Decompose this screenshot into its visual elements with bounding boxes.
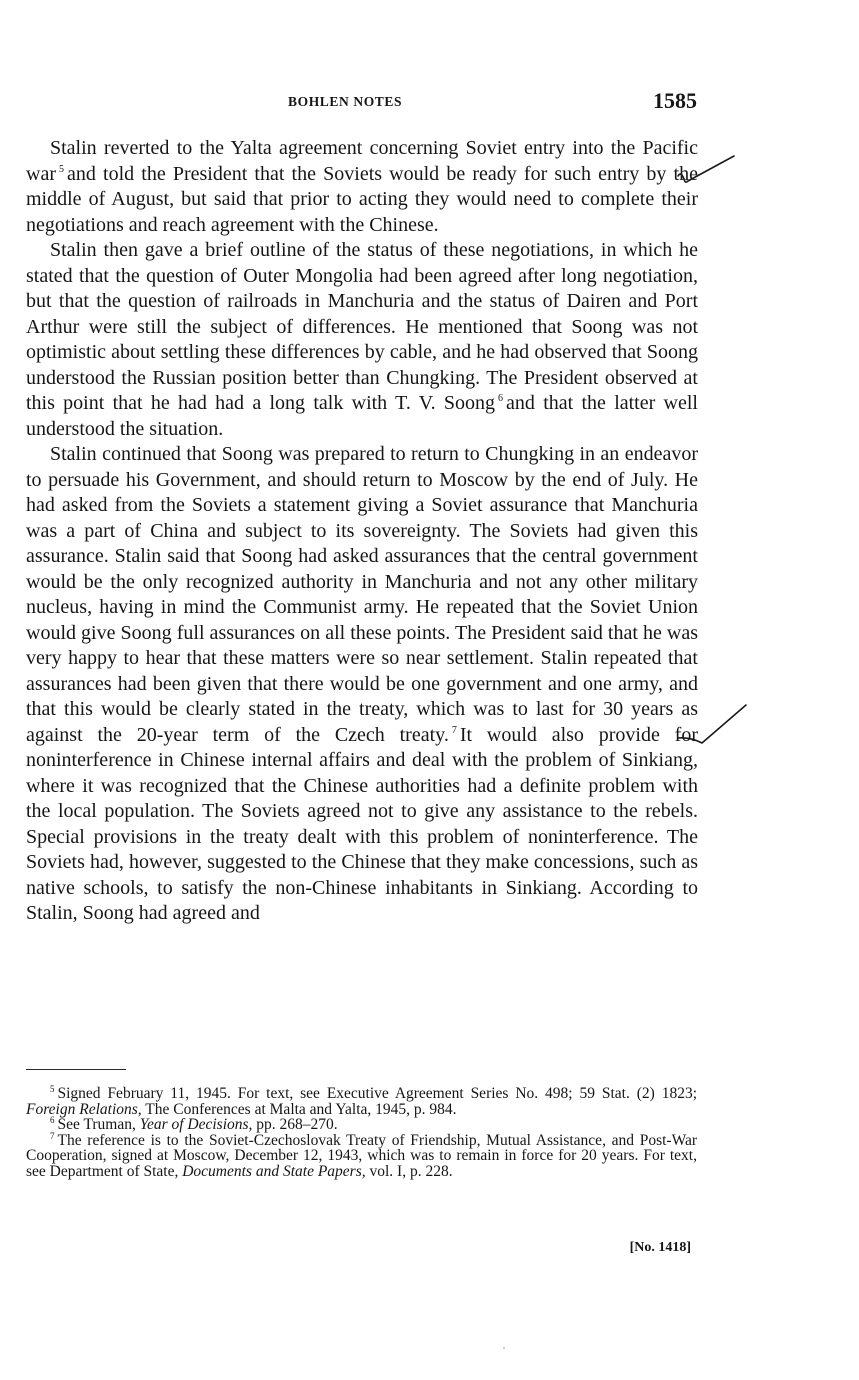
checkmark-stroke — [678, 156, 734, 182]
footnotes — [26, 1086, 697, 1179]
footnote-6-italic: Year of Decisions, — [139, 1116, 253, 1133]
paragraph-1 — [26, 136, 698, 238]
checkmark-icon — [672, 696, 752, 752]
footnote-7-italic: Documents and State Papers, — [182, 1162, 366, 1180]
footnote-ref-6: 6 — [498, 393, 504, 404]
body-text — [26, 136, 698, 927]
footnote-7-text-a: The reference is to the Soviet-Czechoslovak Treaty of Friendship, Mutual Assistance, and Post-War Cooperation, signed at Moscow, December 12, 1943, which was to remain in force for 20 years. For text, see Department of State, — [26, 1131, 697, 1180]
scan-speck — [503, 1347, 505, 1349]
paragraph-3 — [26, 442, 698, 927]
checkmark-icon — [672, 150, 742, 200]
paragraph-2-text-b: and that the latter well understood the situation. — [26, 392, 698, 440]
paragraph-2 — [26, 238, 698, 442]
paragraph-2-text-a: Stalin then gave a brief outline of the status of these negotiations, in which he stated that the question of Outer Mongolia had been agreed after long negotiation, but that the question of railroads in Manchuria and the status of Dairen and Port Arthur were still the subject of differences. He mentioned that Soong was not optimistic about settling these differences by cable, and he had observed that Soong understood the Russian position better than Chungking. The President observed at this point that he had had a long talk with T. V. Soong — [26, 239, 698, 414]
footnote-7-text-b: vol. I, p. 228. — [369, 1162, 453, 1180]
footnote-5 — [26, 1086, 697, 1117]
page-number: 1585 — [653, 88, 697, 113]
footnote-6-text-a: See Truman, — [57, 1116, 136, 1133]
footnote-5-text-b: The Conferences at Malta and Yalta, 1945, p. 984. — [145, 1100, 457, 1118]
paragraph-3-text-b: It would also provide for noninterference in Chinese internal affairs and deal with the problem of Sinkiang, where it was recognized that the Chinese authorities had a definite problem with the local population. The Soviets agreed not to give any assistance to the rebels. Special provisions in the treaty dealt with this problem of noninterference. The Soviets had, however, suggested to the Chinese that they make concessions, such as native schools, to satisfy the non-Chinese inhabitants in Sinkiang. According to Stalin, Soong had agreed and — [26, 723, 698, 924]
footnote-divider — [26, 1069, 126, 1070]
footnote-ref-5: 5 — [58, 163, 64, 175]
footnote-5-text-a: Signed February 11, 1945. For text, see Executive Agreement Series No. 498; 59 Stat. (2) 1823; — [57, 1085, 697, 1102]
footnote-number-5: 5 — [50, 1084, 55, 1094]
footnote-7 — [26, 1130, 697, 1180]
running-head: BOHLEN NOTES — [288, 94, 403, 109]
footnote-number-6: 6 — [50, 1115, 55, 1125]
paragraph-1-text-a: Stalin reverted to the Yalta agreement concerning Soviet entry into the Pacific war — [26, 137, 698, 185]
paragraph-1-text-b: and told the President that the Soviets would be ready for such entry by the middle of August, but said that prior to acting they would need to complete their negotiations and reach agreement with the Chinese. — [26, 162, 698, 236]
footnote-ref-7: 7 — [451, 724, 457, 736]
footnote-6-text-b: pp. 268–270. — [256, 1116, 338, 1133]
footnote-6 — [26, 1117, 697, 1133]
footnote-5-italic: Foreign Relations, — [26, 1100, 142, 1118]
document-number: [No. 1418] — [629, 1240, 691, 1255]
paragraph-3-text-a: Stalin continued that Soong was prepared to return to Chungking in an endeavor to persuade his Government, and should return to Moscow by the end of July. He had asked from the Soviets a statement giving a Soviet assurance that Manchuria was a part of China and subject to its sovereignty. The Soviets had given this assurance. Stalin said that Soong had asked assurances that the central government would be the only recognized authority in Manchuria and not any other military nucleus, having in mind the Communist army. He repeated that the Soviet Union would give Soong full assurances on all these points. The President said that he was very happy to hear that these matters were so near settlement. Stalin repeated that assurances had been given that there would be one government and one army, and that this would be clearly stated in the treaty, which was to last for 30 years as against the 20-year term of the Czech treaty. — [26, 443, 698, 746]
footnote-number-7: 7 — [50, 1130, 55, 1141]
checkmark-stroke — [678, 705, 746, 743]
